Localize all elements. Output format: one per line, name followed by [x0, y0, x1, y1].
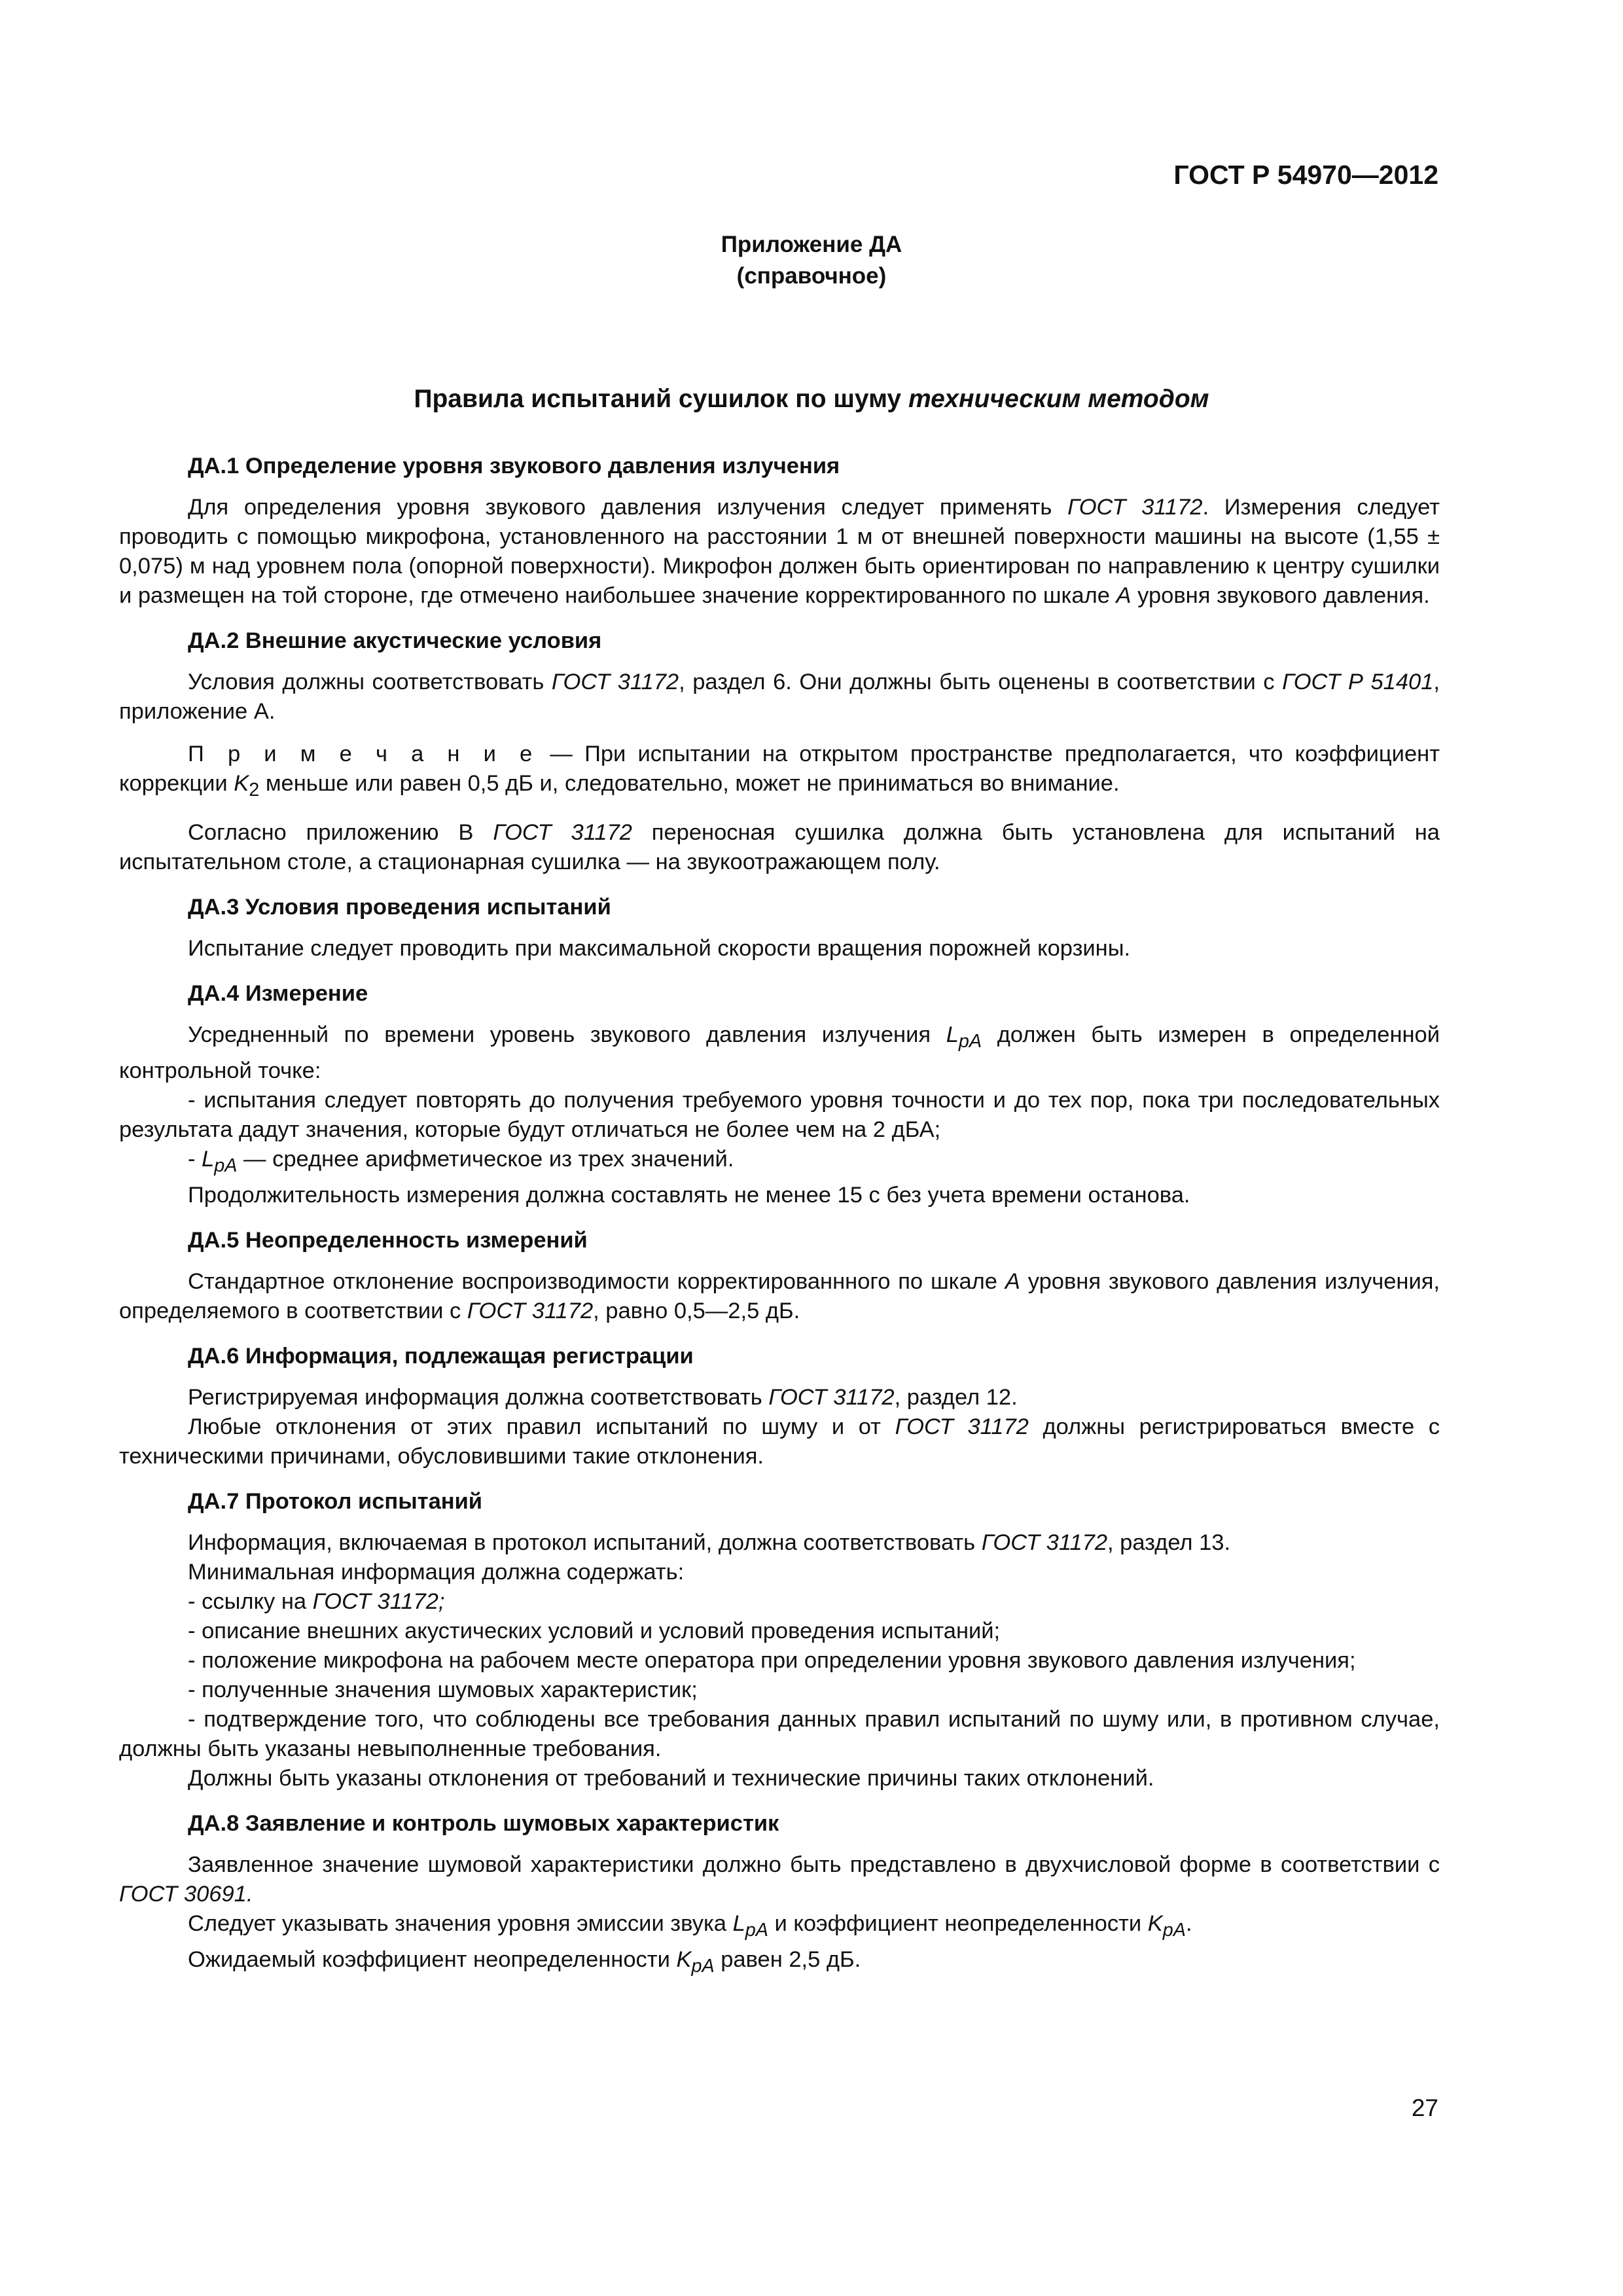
text-run: - — [188, 1146, 202, 1172]
text-run: уровня звукового давления. — [1131, 583, 1430, 608]
main-title — [0, 385, 1623, 414]
list-item — [119, 1587, 1440, 1617]
standard-reference: ГОСТ 31172 — [493, 819, 632, 845]
standard-reference: ГОСТ 30691. — [119, 1881, 253, 1907]
symbol-subscript: pA — [958, 1030, 982, 1052]
text-run: , раздел 13. — [1107, 1530, 1231, 1555]
standard-reference: ГОСТ Р 51401 — [1282, 670, 1434, 694]
text-run: — среднее арифметическое из трех значений. — [237, 1146, 734, 1172]
section-heading-da1: ДА.1 Определение уровня звукового давления излучения — [188, 454, 840, 478]
text-run: , раздел 12. — [894, 1384, 1018, 1410]
annex-subtitle: (справочное) — [736, 263, 887, 289]
main-title-italic: техническим методом — [908, 385, 1209, 413]
standard-reference: ГОСТ 31172 — [895, 1414, 1029, 1439]
paragraph — [119, 1267, 1440, 1326]
document-code: ГОСТ Р 54970—2012 — [1173, 160, 1438, 190]
section-heading-da8: ДА.8 Заявление и контроль шумовых характеристик — [188, 1810, 779, 1836]
standard-reference: ГОСТ 31172 — [467, 1298, 594, 1323]
symbol-subscript: pA — [745, 1919, 768, 1941]
text-run: - ссылку на — [188, 1588, 313, 1614]
standard-reference: ГОСТ 31172 — [768, 1384, 895, 1410]
note-label: П р и м е ч а н и е — [188, 742, 539, 766]
paragraph — [119, 668, 1440, 726]
paragraph — [119, 1528, 1440, 1558]
text-run: . Измерения следует проводить с помощью микрофона, установленного на расстоянии 1 м от внешней поверхности машины на высоте (1,55 ± 0,075) м над уровнем пола (опорной поверхности). Микрофон должен быть ориентирован по направлению к центру сушилки и размещен на той стороне, где отмечено наибольшее значение корректированного по шкале — [119, 495, 1440, 608]
list-item: - описание внешних акустических условий и условий проведения испытаний; — [188, 1618, 1001, 1643]
text-run: Ожидаемый коэффициент неопределенности — [188, 1946, 677, 1972]
paragraph — [119, 1945, 1440, 1981]
paragraph — [119, 1412, 1440, 1471]
symbol-subscript: pA — [214, 1155, 238, 1176]
list-item: - положение микрофона на рабочем месте оператора при определении уровня звукового давления излучения; — [188, 1647, 1356, 1673]
list-item: - испытания следует повторять до получения требуемого уровня точности и до тех пор, пока три последовательных результата дадут значения, которые будут отличаться не более чем на 2 дБА; — [119, 1087, 1440, 1142]
list-item — [119, 1145, 1440, 1181]
text-run: — При испытании на открытом пространстве предполагается, что коэффициент коррекции — [119, 742, 1440, 796]
paragraph — [119, 1850, 1440, 1909]
text-run: Следует указывать значения уровня эмиссии звука — [188, 1910, 733, 1936]
scale-symbol: А — [1005, 1268, 1020, 1294]
page-number: 27 — [1411, 2094, 1438, 2121]
section-heading-da5: ДА.5 Неопределенность измерений — [188, 1227, 588, 1253]
document-body — [119, 452, 1440, 1981]
text-run: , раздел 6. Они должны быть оценены в соответствии с — [679, 670, 1283, 694]
paragraph — [119, 1383, 1440, 1412]
text-run: Усредненный по времени уровень звукового давления излучения — [188, 1022, 946, 1047]
symbol-subscript: 2 — [249, 779, 260, 800]
paragraph — [119, 1909, 1440, 1945]
text-run: , приложение А. — [119, 670, 1440, 724]
text-run: должен быть измерен в определенной контрольной точке: — [119, 1022, 1440, 1083]
text-run: Любые отклонения от этих правил испытаний по шуму и от — [188, 1414, 895, 1439]
note-paragraph — [119, 740, 1440, 805]
scale-symbol: А — [1116, 583, 1132, 608]
section-heading-da7: ДА.7 Протокол испытаний — [188, 1488, 483, 1514]
text-run: Стандартное отклонение воспроизводимости корректированнного по шкале — [188, 1268, 1005, 1294]
paragraph: Должны быть указаны отклонения от требований и технические причины таких отклонений. — [188, 1765, 1154, 1791]
text-run: Регистрируемая информация должна соответствовать — [188, 1384, 769, 1410]
standard-reference: ГОСТ 31172 — [551, 670, 679, 694]
text-run: должны регистрироваться вместе с техническими причинами, обусловившими такие отклонения. — [119, 1414, 1440, 1469]
symbol: K — [1147, 1910, 1163, 1936]
paragraph — [119, 1020, 1440, 1086]
symbol: L — [202, 1146, 215, 1172]
text-run: Заявленное значение шумовой характеристики должно быть представлено в двухчисловой форме в соответствии с — [188, 1852, 1440, 1877]
text-run: Для определения уровня звукового давления излучения следует применять — [188, 495, 1068, 520]
section-heading-da6: ДА.6 Информация, подлежащая регистрации — [188, 1343, 694, 1369]
annex-title: Приложение ДА — [721, 232, 902, 257]
text-run: и коэффициент неопределенности — [768, 1910, 1148, 1936]
section-heading-da4: ДА.4 Измерение — [188, 980, 368, 1006]
symbol-subscript: pA — [691, 1955, 715, 1977]
text-run: Информация, включаемая в протокол испытаний, должна соответствовать — [188, 1530, 982, 1555]
text-run: уровня звукового давления излучения, определяемого в соответствии с — [119, 1268, 1440, 1323]
list-item: - полученные значения шумовых характеристик; — [188, 1677, 698, 1702]
text-run: меньше или равен 0,5 дБ и, следовательно, может не приниматься во внимание. — [259, 771, 1120, 796]
text-run: , равно 0,5—2,5 дБ. — [593, 1298, 800, 1323]
text-run: переносная сушилка должна быть установлена для испытаний на испытательном столе, а стационарная сушилка — на звукоотражающем полу. — [119, 819, 1440, 874]
symbol: K — [234, 771, 249, 796]
main-title-plain: Правила испытаний сушилок по шуму — [414, 385, 908, 413]
standard-reference: ГОСТ 31172 — [981, 1530, 1108, 1555]
text-run: Условия должны соответствовать — [188, 670, 552, 694]
symbol-subscript: pA — [1162, 1919, 1186, 1941]
list-item: - подтверждение того, что соблюдены все требования данных правил испытаний по шуму или, в противном случае, должны быть указаны невыполненные требования. — [119, 1706, 1440, 1761]
paragraph: Продолжительность измерения должна составлять не менее 15 с без учета времени останова. — [188, 1182, 1190, 1208]
paragraph: Испытание следует проводить при максимальной скорости вращения порожней корзины. — [188, 935, 1131, 961]
annex-heading — [0, 229, 1623, 292]
standard-reference: ГОСТ 31172 — [1067, 495, 1203, 520]
paragraph — [119, 818, 1440, 877]
section-heading-da2: ДА.2 Внешние акустические условия — [188, 628, 602, 653]
symbol: L — [946, 1022, 959, 1047]
paragraph: Минимальная информация должна содержать: — [188, 1559, 685, 1585]
text-run: Согласно приложению В — [188, 819, 493, 845]
text-run: . — [1185, 1910, 1192, 1936]
symbol: K — [676, 1946, 692, 1972]
section-heading-da3: ДА.3 Условия проведения испытаний — [188, 894, 611, 920]
symbol: L — [732, 1910, 745, 1936]
standard-reference: ГОСТ 31172; — [312, 1588, 445, 1614]
text-run: равен 2,5 дБ. — [714, 1946, 861, 1972]
paragraph — [119, 493, 1440, 611]
